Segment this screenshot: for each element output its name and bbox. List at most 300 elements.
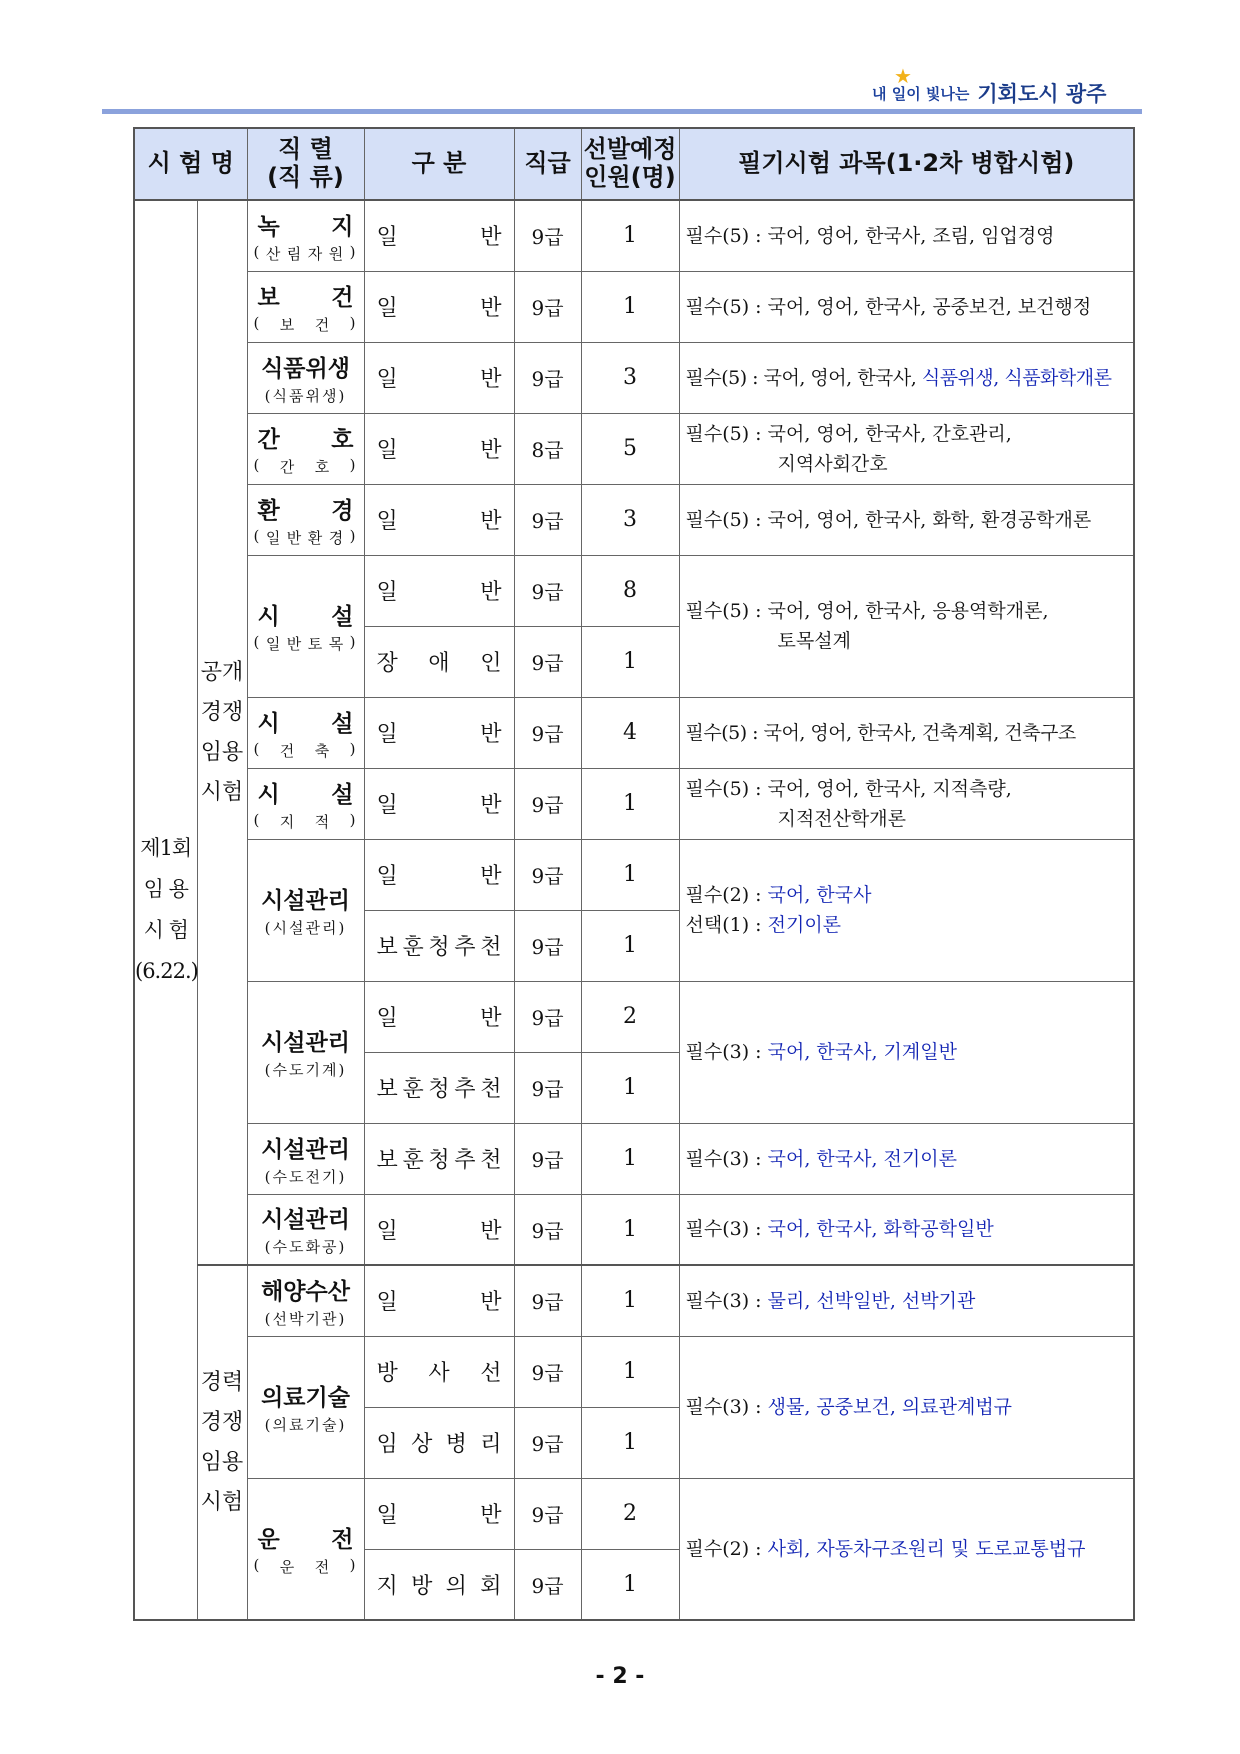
subjects-highlight: 국어, 한국사 xyxy=(767,884,872,906)
position-name xyxy=(248,776,364,809)
category-cell xyxy=(364,697,514,768)
position-sub: (식품위생) xyxy=(264,386,347,405)
text-fragment: 설 xyxy=(331,781,354,808)
count-cell: 4 xyxy=(581,697,679,768)
table-row xyxy=(134,1478,1134,1549)
position-cell xyxy=(247,1336,364,1478)
table-row xyxy=(134,413,1134,484)
subjects-line1: 필수(5) : 국어, 영어, 한국사, 응용역학개론, xyxy=(685,600,1049,622)
text-fragment: 보 xyxy=(279,315,297,334)
subjects-cell: 필수(5) : 국어, 영어, 한국사, 화학, 환경공학개론 xyxy=(679,484,1134,555)
text-fragment: 환 xyxy=(307,528,325,547)
count-cell: 8 xyxy=(581,555,679,626)
text-fragment: 천 xyxy=(480,935,502,960)
count-cell: 1 xyxy=(581,910,679,981)
text-fragment: 방 xyxy=(411,1573,433,1599)
position-cell xyxy=(247,1123,364,1194)
position-sub: (의료기술) xyxy=(264,1416,347,1434)
grade-cell: 9급 xyxy=(514,1123,581,1194)
subjects-highlight: 물리, 선박일반, 선박기관 xyxy=(767,1289,976,1312)
position-cell xyxy=(247,271,364,342)
category-text xyxy=(365,575,514,606)
position-sub xyxy=(248,527,364,548)
text-fragment: 자 xyxy=(307,244,325,263)
subjects-label: 선택(1) : xyxy=(685,914,768,936)
text-fragment: 일 xyxy=(376,1218,398,1244)
position-sub xyxy=(248,456,364,477)
category-text xyxy=(365,1498,514,1529)
category-cell xyxy=(364,271,514,342)
text-fragment: 훈 xyxy=(402,935,424,960)
text-fragment: 청 xyxy=(428,1148,450,1173)
text-fragment: ( xyxy=(253,526,262,545)
table-row xyxy=(134,555,1134,626)
subjects-highlight: 생물, 공중보건, 의료관계법규 xyxy=(767,1396,1013,1418)
count-cell: 1 xyxy=(581,1123,679,1194)
category-text xyxy=(365,930,514,961)
text-fragment: 병 xyxy=(445,1432,467,1457)
text-fragment: 반 xyxy=(480,864,502,889)
position-name xyxy=(248,1521,364,1554)
header-exam: 시 험 명 xyxy=(134,128,247,200)
subjects-elective-line xyxy=(686,910,1128,940)
text-fragment: 일 xyxy=(376,296,398,321)
count-cell: 1 xyxy=(581,839,679,910)
header-position-b: (직 류) xyxy=(267,163,344,191)
count-cell: 2 xyxy=(581,981,679,1052)
category-text xyxy=(365,1214,514,1245)
position-sub: (시설관리) xyxy=(264,919,347,937)
text-fragment: 반 xyxy=(480,438,502,463)
grade-cell: 9급 xyxy=(514,1265,581,1336)
position-cell xyxy=(247,1478,364,1620)
table-row xyxy=(134,484,1134,555)
text-fragment: 산 xyxy=(265,244,283,263)
text-fragment: 보 xyxy=(376,1077,398,1102)
category-text xyxy=(365,504,514,535)
text-fragment: 일 xyxy=(376,1290,398,1316)
text-fragment: ( xyxy=(253,455,262,474)
category-cell xyxy=(364,200,514,271)
subjects-highlight: 국어, 한국사, 전기이론 xyxy=(767,1147,957,1170)
text-fragment: 반 xyxy=(286,528,304,547)
text-fragment: 적 xyxy=(314,812,332,831)
position-sub: (수도화공) xyxy=(264,1238,347,1257)
position-cell xyxy=(247,200,364,271)
text-fragment: 설 xyxy=(331,604,354,630)
text-fragment: 일 xyxy=(376,793,398,818)
header-count-a: 선발예정 xyxy=(583,135,677,164)
subjects-highlight: 전기이론 xyxy=(767,914,842,936)
text-fragment: 추 xyxy=(454,1148,476,1173)
position-name: 의료기술 xyxy=(261,1385,350,1411)
text-fragment: 운 xyxy=(279,1557,297,1576)
text-fragment: 호 xyxy=(314,457,332,476)
exam-round: 제1회 임 용 시 험 (6.22.) xyxy=(134,200,197,1620)
category-text xyxy=(365,788,514,819)
grade-cell: 9급 xyxy=(514,1549,581,1620)
subjects-cell xyxy=(679,413,1134,484)
text-fragment: 청 xyxy=(428,935,450,960)
category-text xyxy=(365,859,514,890)
subjects-cell: 필수(5) : 국어, 영어, 한국사, 건축계획, 건축구조 xyxy=(679,697,1134,768)
grade-cell: 9급 xyxy=(514,839,581,910)
table-row xyxy=(134,981,1134,1052)
category-cell xyxy=(364,1123,514,1194)
text-fragment: 간 xyxy=(279,457,297,476)
logo-slogan: 내 일이 빛나는 xyxy=(872,84,970,103)
text-fragment: 설 xyxy=(331,710,354,737)
position-name xyxy=(248,421,364,454)
category-cell xyxy=(364,342,514,413)
category-cell xyxy=(364,1549,514,1620)
text-fragment: ( xyxy=(253,1555,262,1574)
star-icon: ★ xyxy=(894,64,912,88)
text-fragment: 지 xyxy=(331,213,354,240)
text-fragment: 일 xyxy=(265,635,283,653)
header-count-b: 인원(명) xyxy=(584,163,676,191)
position-cell xyxy=(247,1265,364,1336)
subjects-line1: 필수(5) : 국어, 영어, 한국사, 간호관리, xyxy=(685,422,1012,445)
subjects-cell xyxy=(679,342,1134,413)
count-cell: 1 xyxy=(581,1407,679,1478)
count-cell: 1 xyxy=(581,1194,679,1265)
category-text xyxy=(365,1072,514,1103)
text-fragment: 환 xyxy=(257,497,280,524)
category-cell xyxy=(364,484,514,555)
page-number: - 2 - xyxy=(595,1664,645,1689)
grade-cell: 9급 xyxy=(514,342,581,413)
text-fragment: 인 xyxy=(480,651,502,676)
count-cell: 1 xyxy=(581,200,679,271)
count-cell: 2 xyxy=(581,1478,679,1549)
category-text xyxy=(365,291,514,322)
position-name: 시설관리 xyxy=(261,1207,350,1234)
grade-cell: 9급 xyxy=(514,697,581,768)
table-row xyxy=(134,1123,1134,1194)
category-text xyxy=(365,1001,514,1032)
text-fragment: 추 xyxy=(454,935,476,960)
text-fragment: ) xyxy=(349,455,358,474)
text-fragment: 건 xyxy=(331,284,354,311)
text-fragment: ) xyxy=(349,633,358,651)
subjects-highlight: 식품위생, 식품화학개론 xyxy=(921,366,1112,389)
text-fragment: 추 xyxy=(454,1077,476,1102)
grade-cell: 9급 xyxy=(514,626,581,697)
category-text xyxy=(365,1569,514,1600)
text-fragment: 시 xyxy=(257,781,280,808)
position-sub: (수도전기) xyxy=(264,1167,347,1186)
position-name: 시설관리 xyxy=(261,888,350,914)
position-name: 시설관리 xyxy=(261,1136,350,1163)
count-cell: 3 xyxy=(581,342,679,413)
subjects-highlight: 사회, 자동차구조원리 및 도로교통법규 xyxy=(767,1537,1086,1560)
count-cell: 1 xyxy=(581,271,679,342)
text-fragment: 일 xyxy=(376,1503,398,1528)
exam-type-open: 공개 경쟁 임용 시험 xyxy=(197,200,247,1265)
subjects-label: 필수(2) : xyxy=(685,884,768,906)
text-fragment: 건 xyxy=(314,315,332,334)
text-fragment: 청 xyxy=(428,1077,450,1102)
text-fragment: 일 xyxy=(376,509,398,534)
text-fragment: ( xyxy=(253,633,262,651)
text-fragment: 운 xyxy=(257,1526,280,1553)
position-sub: (수도기계) xyxy=(264,1061,347,1079)
text-fragment: 반 xyxy=(480,793,502,818)
text-fragment: 회 xyxy=(480,1573,502,1599)
text-fragment: 전 xyxy=(314,1557,332,1576)
text-fragment: 원 xyxy=(328,244,346,263)
grade-cell: 9급 xyxy=(514,1052,581,1123)
text-fragment: 보 xyxy=(376,1148,398,1173)
subjects-cell xyxy=(679,839,1134,981)
text-fragment: 보 xyxy=(376,935,398,960)
table-row xyxy=(134,839,1134,910)
subjects-required: 필수(3) : xyxy=(685,1396,768,1418)
position-sub xyxy=(248,633,364,654)
position-name xyxy=(248,279,364,312)
subjects-line2: 지적전산학개론 xyxy=(777,807,906,830)
subjects-line2: 지역사회간호 xyxy=(777,452,888,475)
subjects-cell xyxy=(679,1478,1134,1620)
grade-cell: 9급 xyxy=(514,555,581,626)
grade-cell: 9급 xyxy=(514,271,581,342)
category-cell xyxy=(364,1052,514,1123)
text-fragment: 일 xyxy=(376,580,398,605)
category-cell xyxy=(364,413,514,484)
count-cell: 1 xyxy=(581,1052,679,1123)
position-cell xyxy=(247,839,364,981)
text-fragment: 전 xyxy=(331,1526,354,1553)
text-fragment: ( xyxy=(253,739,262,758)
table-header-row xyxy=(134,128,1134,200)
category-cell xyxy=(364,555,514,626)
position-cell xyxy=(247,981,364,1123)
text-fragment: ) xyxy=(349,1555,358,1574)
table-row xyxy=(134,200,1134,271)
subjects-required: 필수(3) : xyxy=(685,1041,768,1063)
subjects-cell xyxy=(679,981,1134,1123)
text-fragment: 방 xyxy=(376,1361,398,1386)
text-fragment: 반 xyxy=(286,635,304,653)
text-fragment: 반 xyxy=(480,722,502,747)
header-grade: 직급 xyxy=(514,128,581,200)
header-category: 구 분 xyxy=(364,128,514,200)
text-fragment: 반 xyxy=(480,1290,502,1316)
text-fragment: ) xyxy=(349,739,358,758)
text-fragment: 천 xyxy=(480,1148,502,1173)
subjects-cell xyxy=(679,1336,1134,1478)
grade-cell: 9급 xyxy=(514,1478,581,1549)
subjects-required: 필수(3) : xyxy=(685,1218,768,1241)
table-row xyxy=(134,342,1134,413)
text-fragment: 상 xyxy=(411,1432,433,1457)
grade-cell: 9급 xyxy=(514,200,581,271)
text-fragment: 경 xyxy=(328,528,346,547)
text-fragment: 반 xyxy=(480,580,502,605)
text-fragment: 훈 xyxy=(402,1077,424,1102)
text-fragment: ( xyxy=(253,313,262,332)
subjects-required: 필수(3) : xyxy=(685,1289,768,1312)
category-cell xyxy=(364,1336,514,1407)
text-fragment: 일 xyxy=(265,528,283,547)
text-fragment: ) xyxy=(349,242,358,261)
text-fragment: ( xyxy=(253,810,262,829)
header-position-a: 직 렬 xyxy=(278,135,333,164)
grade-cell: 9급 xyxy=(514,1336,581,1407)
count-cell: 3 xyxy=(581,484,679,555)
text-fragment: 임 xyxy=(376,1432,398,1457)
text-fragment: 림 xyxy=(286,244,304,263)
count-cell: 1 xyxy=(581,768,679,839)
subjects-cell xyxy=(679,1123,1134,1194)
table-row xyxy=(134,1265,1134,1336)
grade-cell: 9급 xyxy=(514,981,581,1052)
subjects-required: 필수(5) : 국어, 영어, 한국사, xyxy=(685,366,922,389)
header-subjects: 필기시험 과목(1·2차 병합시험) xyxy=(679,128,1134,200)
position-sub xyxy=(248,314,364,335)
subjects-highlight: 국어, 한국사, 화학공학일반 xyxy=(767,1218,994,1241)
logo-city: 기회도시 광주 xyxy=(977,82,1107,106)
table-row xyxy=(134,1336,1134,1407)
text-fragment: ( xyxy=(253,242,262,261)
text-fragment: 목 xyxy=(328,635,346,653)
exam-type-career: 경력 경쟁 임용 시험 xyxy=(197,1265,247,1620)
text-fragment: 녹 xyxy=(257,213,280,240)
text-fragment: 훈 xyxy=(402,1148,424,1173)
position-cell xyxy=(247,342,364,413)
category-text xyxy=(365,1285,514,1316)
position-cell xyxy=(247,413,364,484)
text-fragment: 간 xyxy=(257,426,280,453)
position-sub xyxy=(248,740,364,761)
count-cell: 1 xyxy=(581,626,679,697)
subjects-cell: 필수(5) : 국어, 영어, 한국사, 공중보건, 보건행정 xyxy=(679,271,1134,342)
category-cell xyxy=(364,626,514,697)
category-text xyxy=(365,220,514,251)
text-fragment: 반 xyxy=(480,1006,502,1031)
text-fragment: 지 xyxy=(279,812,297,831)
grade-cell: 9급 xyxy=(514,910,581,981)
text-fragment: 시 xyxy=(257,710,280,737)
grade-cell: 9급 xyxy=(514,1194,581,1265)
count-cell: 1 xyxy=(581,1336,679,1407)
subjects-cell xyxy=(679,1194,1134,1265)
category-cell xyxy=(364,768,514,839)
text-fragment: 일 xyxy=(376,225,398,251)
text-fragment: 장 xyxy=(376,651,398,676)
count-cell: 1 xyxy=(581,1549,679,1620)
grade-cell: 9급 xyxy=(514,768,581,839)
position-sub xyxy=(248,243,364,264)
count-cell: 5 xyxy=(581,413,679,484)
text-fragment: 보 xyxy=(257,284,280,311)
category-text xyxy=(365,1143,514,1174)
text-fragment: 일 xyxy=(376,438,398,463)
grade-cell: 9급 xyxy=(514,484,581,555)
position-cell xyxy=(247,768,364,839)
text-fragment: 호 xyxy=(331,426,354,453)
text-fragment: ) xyxy=(349,810,358,829)
text-fragment: 선 xyxy=(480,1361,502,1386)
category-text xyxy=(365,646,514,677)
header-count xyxy=(581,128,679,200)
subjects-highlight: 국어, 한국사, 기계일반 xyxy=(767,1041,957,1063)
subjects-cell xyxy=(679,1265,1134,1336)
position-sub xyxy=(248,811,364,832)
city-logo xyxy=(872,64,1172,110)
position-name xyxy=(248,705,364,738)
position-cell xyxy=(247,484,364,555)
position-name xyxy=(248,598,364,631)
text-fragment: 반 xyxy=(480,1218,502,1244)
category-text xyxy=(365,1356,514,1387)
subjects-required: 필수(3) : xyxy=(685,1147,768,1170)
text-fragment: 지 xyxy=(376,1573,398,1599)
text-fragment: 애 xyxy=(428,651,450,676)
count-cell: 1 xyxy=(581,1265,679,1336)
header-divider xyxy=(102,109,1142,114)
category-text xyxy=(365,1427,514,1458)
text-fragment: 축 xyxy=(314,741,332,760)
table-row xyxy=(134,1194,1134,1265)
grade-cell: 8급 xyxy=(514,413,581,484)
subjects-cell xyxy=(679,555,1134,697)
text-fragment: 토 xyxy=(307,635,325,653)
text-fragment: 건 xyxy=(279,741,297,760)
position-sub: (선박기관) xyxy=(264,1309,347,1328)
exam-table xyxy=(133,127,1135,1621)
text-fragment: 사 xyxy=(428,1361,450,1386)
subjects-required: 필수(2) : xyxy=(685,1537,768,1560)
text-fragment: 일 xyxy=(376,864,398,889)
subjects-cell: 필수(5) : 국어, 영어, 한국사, 조림, 임업경영 xyxy=(679,200,1134,271)
category-text xyxy=(365,362,514,393)
text-fragment: 반 xyxy=(480,367,502,392)
text-fragment: 천 xyxy=(480,1077,502,1102)
header-position xyxy=(247,128,364,200)
position-name xyxy=(248,492,364,525)
position-cell xyxy=(247,555,364,697)
text-fragment: 반 xyxy=(480,225,502,251)
category-cell xyxy=(364,1478,514,1549)
category-text xyxy=(365,433,514,464)
category-cell xyxy=(364,839,514,910)
text-fragment: 반 xyxy=(480,1503,502,1528)
category-cell xyxy=(364,1194,514,1265)
text-fragment: 일 xyxy=(376,1006,398,1031)
position-cell xyxy=(247,697,364,768)
text-fragment: 반 xyxy=(480,509,502,534)
text-fragment: ) xyxy=(349,313,358,332)
category-cell xyxy=(364,910,514,981)
category-text xyxy=(365,717,514,748)
text-fragment: 의 xyxy=(445,1573,467,1599)
subjects-line2: 토목설계 xyxy=(777,630,851,652)
text-fragment: 일 xyxy=(376,367,398,392)
subjects-required-line xyxy=(686,880,1128,910)
text-fragment: 시 xyxy=(257,604,280,630)
subjects-cell xyxy=(679,768,1134,839)
table-row xyxy=(134,697,1134,768)
table-row xyxy=(134,271,1134,342)
category-cell xyxy=(364,981,514,1052)
position-cell xyxy=(247,1194,364,1265)
position-sub xyxy=(248,1556,364,1577)
position-name: 시설관리 xyxy=(261,1030,350,1056)
category-cell xyxy=(364,1407,514,1478)
position-name: 해양수산 xyxy=(261,1278,350,1305)
